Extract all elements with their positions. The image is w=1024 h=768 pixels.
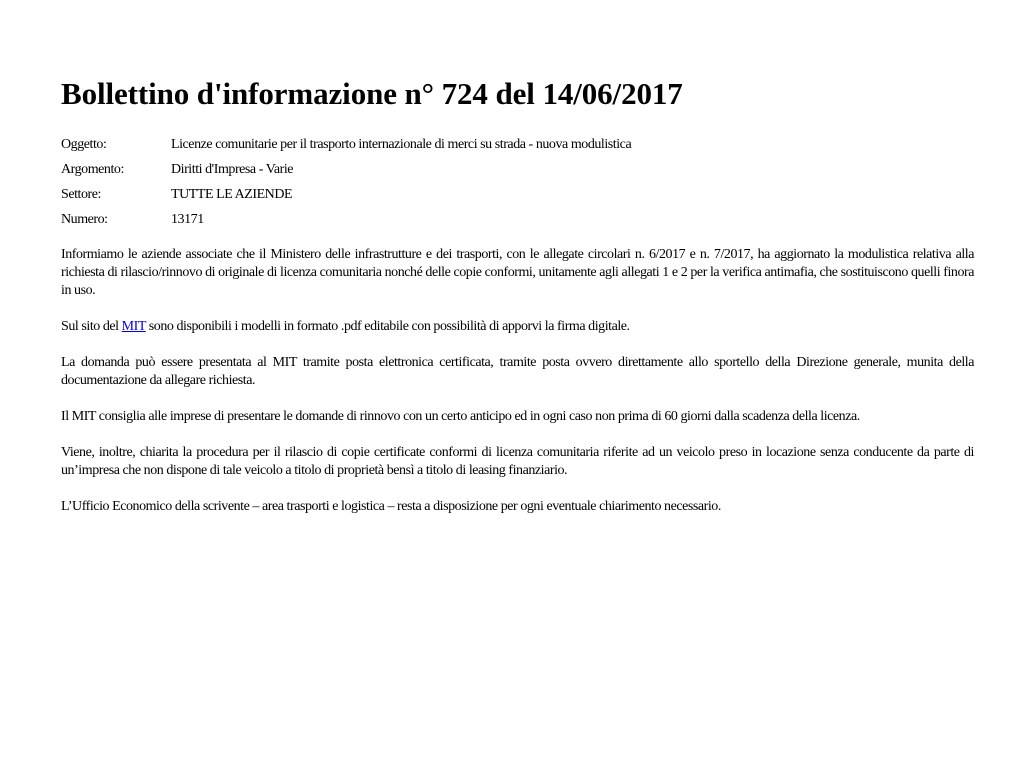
paragraph-submission: La domanda può essere presentata al MIT tramite posta elettronica certificata, tramite posta ovvero direttamente allo sportello della Direzione generale, munita della documentazione da allegare richiesta. [61, 355, 974, 388]
paragraph-text: sono disponibili i modelli in formato .pdf editabile con possibilità di apporvi la firma digitale. [145, 319, 630, 334]
meta-label: Oggetto: [61, 137, 107, 152]
meta-label: Argomento: [61, 162, 124, 177]
meta-label: Numero: [61, 212, 108, 227]
meta-value: 13171 [171, 212, 204, 227]
meta-value: Diritti d'Impresa - Varie [171, 162, 294, 177]
meta-label: Settore: [61, 187, 101, 202]
bulletin-body [61, 246, 974, 516]
paragraph-renewal: Il MIT consiglia alle imprese di presentare le domande di rinnovo con un certo anticipo ed in ogni caso non prima di 60 giorni dalla scadenza della licenza. [61, 409, 860, 424]
paragraph-intro: Informiamo le aziende associate che il Ministero delle infrastrutture e dei trasporti, con le allegate circolari n. 6/2017 e n. 7/2017, ha aggiornato la modulistica relativa alla richiesta di rilascio/rinnovo di originale di licenza comunitaria nonché delle copie conformi, unitamente agli allegati 1 e 2 per la verifica antimafia, che sostituiscono quelli finora in uso. [61, 247, 974, 298]
meta-value: TUTTE LE AZIENDE [171, 187, 293, 202]
meta-row-settore [61, 182, 631, 207]
meta-row-oggetto [61, 132, 631, 157]
paragraph-text: Sul sito del [61, 319, 122, 334]
metadata-table [61, 132, 631, 232]
paragraph-mit-site [61, 318, 974, 336]
page-title: Bollettino d'informazione n° 724 del 14/06/2017 [61, 76, 683, 111]
meta-row-argomento [61, 157, 631, 182]
mit-link[interactable]: MIT [121, 319, 146, 334]
meta-row-numero [61, 207, 631, 232]
meta-value: Licenze comunitarie per il trasporto internazionale di merci su strada - nuova modulistica [171, 137, 632, 152]
paragraph-contact: L’Ufficio Economico della scrivente – area trasporti e logistica – resta a disposizione per ogni eventuale chiarimento necessario. [61, 499, 721, 514]
paragraph-leasing: Viene, inoltre, chiarita la procedura per il rilascio di copie certificate conformi di licenza comunitaria riferite ad un veicolo preso in locazione senza conducente da parte di un’impresa che non dispone di tale veicolo a titolo di proprietà bensì a titolo di leasing finanziario. [61, 445, 974, 478]
